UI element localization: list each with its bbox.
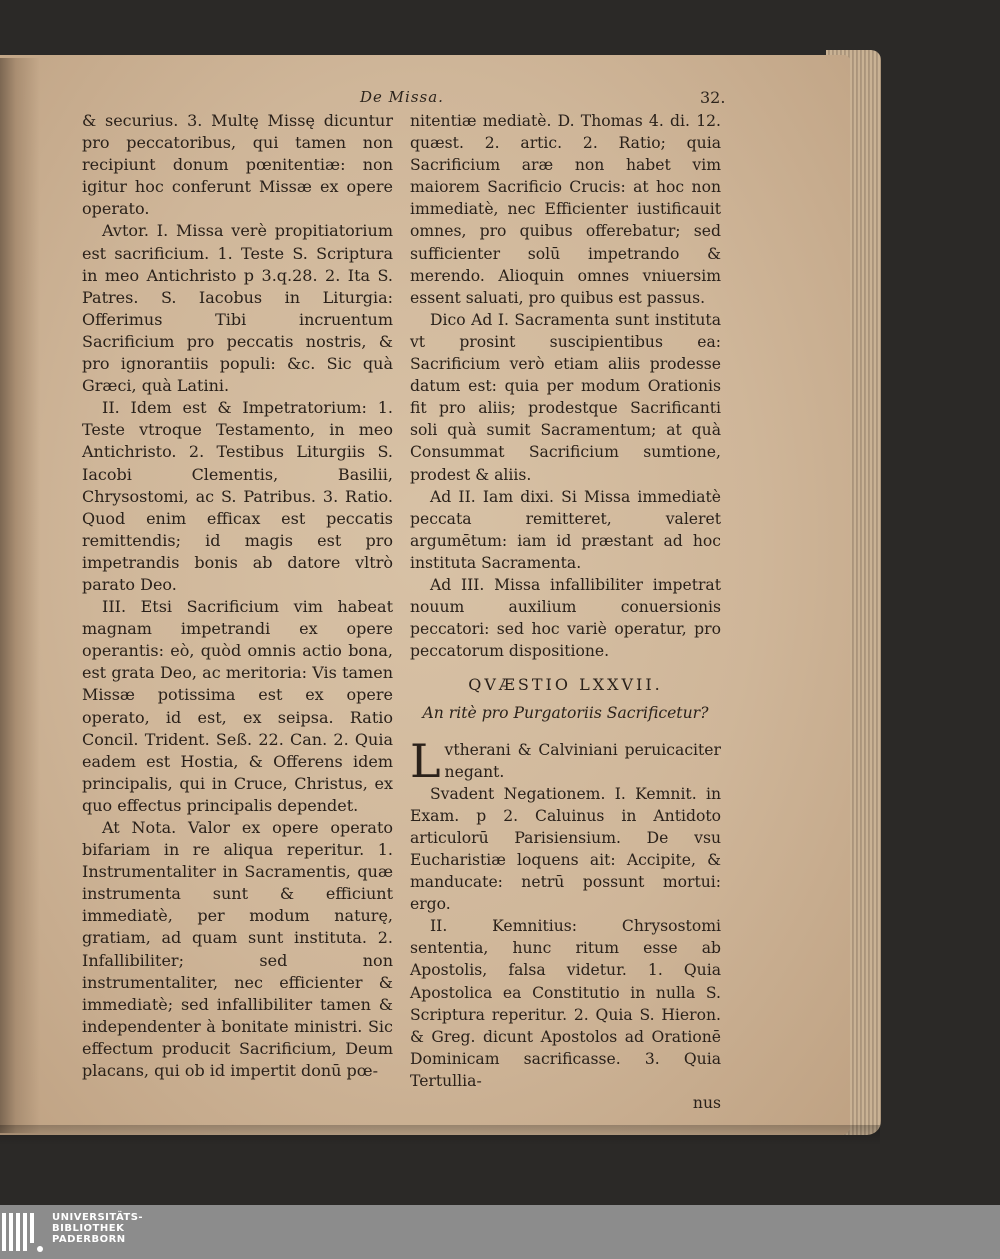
paragraph: Ad III. Missa infallibiliter impetrat nouum auxilium conuersionis peccatori: sed hoc variè operatur, pro peccatorum dispositione. xyxy=(410,575,721,661)
paragraph: Avtor. I. Missa verè propitiatorium est sacrificium. 1. Teste S. Scriptura in meo Antichristo p 3.q.28. 2. Ita S. Patres. S. Iacobus in Liturgia: Offerimus Tibi incruentum Sacrificium pro peccatis nostris, & pro ignorantiis populi: &c. Sic quà Græci, quà Latini. xyxy=(82,221,393,396)
left-column xyxy=(82,110,393,1082)
question-heading: QVÆSTIO LXXVII. xyxy=(468,675,663,695)
catchword: nus xyxy=(692,1094,721,1113)
library-name-line: BIBLIOTHEK xyxy=(52,1223,125,1234)
dropcap-paragraph-text: vtherani & Calviniani peruicaciter negant. xyxy=(444,740,721,781)
page-gutter-shadow xyxy=(0,58,40,1133)
paragraph xyxy=(410,733,721,788)
paragraph: Svadent Negationem. I. Kemnit. in Exam. p 2. Caluinus in Antidoto articulorū Parisiensium. De vsu Eucharistiæ loquens ait: Accipite, & manducate: netrū possunt mortui: ergo. xyxy=(410,784,721,914)
paragraph: II. Kemnitius: Chrysostomi sententia, hunc ritum esse ab Apostolis, falsa videtur. 1. Quia Apostolica ea Constitutio in nulla S. Scriptura reperitur. 2. Quia S. Hieron. & Greg. dicunt Apostolos ad Orationē Dominicam sacrificasse. 3. Quia Tertullia- xyxy=(410,917,721,1090)
paragraph: III. Etsi Sacrificium vim habeat magnam impetrandi ex opere operantis: eò, quòd omnis actio bona, est grata Deo, ac meritoria: Vis tamen Missæ potissima est ex opere operato, id est, ex seipsa. Ratio Concil. Trident. Seß. 22. Can. 2. Quia eadem est Hostia, & Offerens idem principalis, qui in Cruce, Christus, ex quo effectus principalis dependet. xyxy=(82,597,393,815)
paragraph: At Nota. Valor ex opere operato bifariam in re aliqua reperitur. 1. Instrumentaliter in Sacramentis, quæ instrumenta sunt & efficiunt immediatè, per modum naturę, gratiam, ad quam sunt instituta. 2. Infallibiliter; sed non instrumentaliter, nec efficienter & immediatè; sed infallibiliter tamen & independenter à bonitate ministri. Sic effectum producit Sacrificium, Deum placans, qui ob id impertit donū pœ- xyxy=(82,818,393,1081)
drop-capital: L xyxy=(410,733,441,788)
paragraph: & securius. 3. Multę Missę dicuntur pro peccatoribus, qui tamen non recipiunt donum pœnitentiæ: non igitur hoc conferunt Missæ ex opere operato. xyxy=(82,111,393,219)
paragraph: Dico Ad I. Sacramenta sunt instituta vt prosint suscipientibus ea: Sacrificium verò etiam aliis prodesse datum est: quia per modum Orationis fit pro aliis; prodestque Sacrificanti soli quà sumit Sacramentum; at quà Consummat Sacrificium sumtione, prodest & aliis. xyxy=(410,310,721,484)
page-shadow xyxy=(0,1125,880,1145)
question-subheading: An ritè pro Purgatoriis Sacrificetur? xyxy=(422,704,709,723)
paragraph: nitentiæ mediatè. D. Thomas 4. di. 12. quæst. 2. artic. 2. Ratio; quia Sacrificium aræ non habet vim maiorem Sacrificio Crucis: at hoc non immediatè, nec Efficienter iustificauit omnes, pro quibus offerebatur; sed sufficienter solū impetrando & merendo. Alioquin omnes vniuersim essent saluati, pro quibus est passus. xyxy=(410,112,721,307)
library-logo-icon xyxy=(0,1209,44,1255)
paragraph: II. Idem est & Impetratorium: 1. Teste vtroque Testamento, in meo Antichristo. 2. Testibus Liturgiis S. Iacobi Clementis, Basilii, Chrysostomi, ac S. Patribus. 3. Ratio. Quod enim efficax est peccatis remittendis; id magis est pro impetrandis bonis ab datore vltrò parato Deo. xyxy=(82,398,393,594)
right-column xyxy=(410,110,721,1114)
running-title: De Missa. xyxy=(360,88,444,106)
paragraph: Ad II. Iam dixi. Si Missa immediatè peccata remitteret, valeret argumētum: iam id præstant ad hoc instituta Sacramenta. xyxy=(410,487,721,572)
library-name xyxy=(52,1212,143,1245)
page-number: 32. xyxy=(700,88,726,107)
footer-bar xyxy=(0,1205,1000,1259)
library-name-line: PADERBORN xyxy=(52,1234,126,1245)
library-name-line: UNIVERSITÄTS- xyxy=(52,1212,144,1223)
